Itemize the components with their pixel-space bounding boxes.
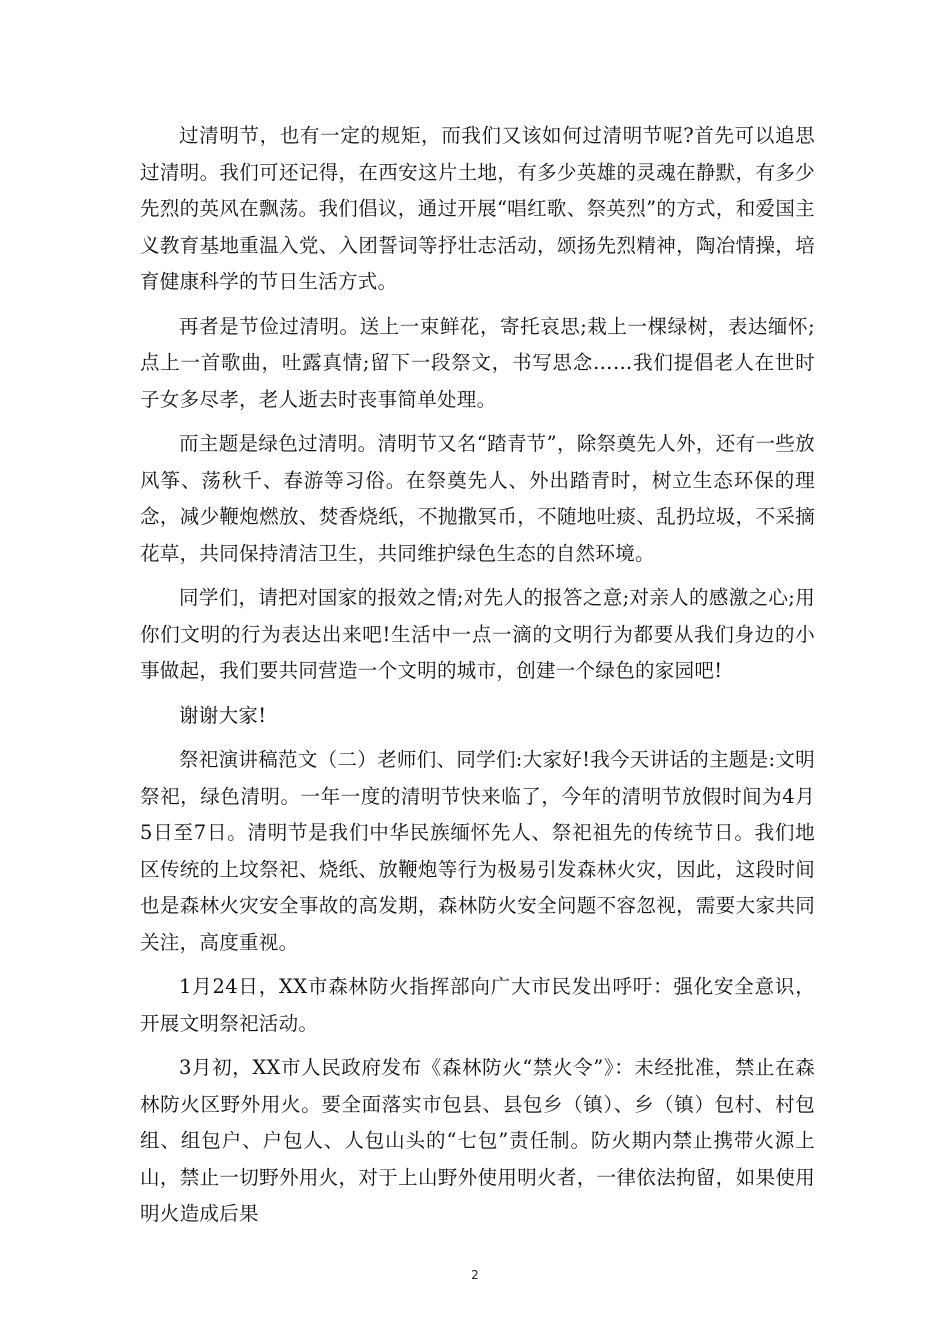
paragraph-fire-ban-order: 3月初，XX市人民政府发布《森林防火“禁火令”》：未经批准，禁止在森林防火区野外用火。要全面落实市包县、县包乡（镇）、乡（镇）包村、村包组、组包户、户包人、人包山头的“七包”责任制。防火期内禁止携带火源上山，禁止一切野外用火，对于上山野外使用明火者，一律依法拘留，如果使用明火造成后果: [140, 1056, 815, 1225]
paragraph-call-to-students: 同学们，请把对国家的报效之情;对先人的报答之意;对亲人的感激之心;用你们文明的行为表达出来吧!生活中一点一滴的文明行为都要从我们身边的小事做起，我们要共同营造一个文明的城市，创建一个绿色的家园吧!: [140, 586, 815, 682]
paragraph-thanks: 谢谢大家!: [179, 703, 267, 727]
paragraph-sample-speech-two: 祭祀演讲稿范文（二）老师们、同学们:大家好!我今天讲话的主题是:文明祭祀，绿色清明。一年一度的清明节快来临了，今年的清明节放假时间为4月5日至7日。清明节是我们中华民族缅怀先人、祭祀祖先的传统节日。我们地区传统的上坟祭祀、烧纸、放鞭炮等行为极易引发森林火灾，因此，这段时间也是森林火灾安全事故的高发期，森林防火安全问题不容忽视，需要大家共同关注，高度重视。: [140, 748, 815, 954]
paragraph-green-qingming: 而主题是绿色过清明。清明节又名“踏青节”，除祭奠先人外，还有一些放风筝、荡秋千、春游等习俗。在祭奠先人、外出踏青时，树立生态环保的理念，减少鞭炮燃放、焚香烧纸，不抛撒冥币，不随地吐痰、乱扔垃圾，不采摘花草，共同保持清洁卫生，共同维护绿色生态的自然环境。: [140, 432, 815, 565]
document-body: [140, 118, 815, 1241]
paragraph-frugal-qingming: 再者是节俭过清明。送上一束鲜花，寄托哀思;栽上一棵绿树，表达缅怀;点上一首歌曲，吐露真情;留下一段祭文，书写思念……我们提倡老人在世时子女多尽孝，老人逝去时丧事简单处理。: [140, 314, 815, 411]
paragraph-jan-24-appeal: 1月24日，XX市森林防火指挥部向广大市民发出呼吁：强化安全意识，开展文明祭祀活动。: [140, 975, 815, 1035]
page-number: 2: [471, 1268, 479, 1282]
paragraph-qingming-customs: 过清明节，也有一定的规矩，而我们又该如何过清明节呢?首先可以追思过清明。我们可还记得，在西安这片土地，有多少英雄的灵魂在静默，有多少先烈的英风在飘荡。我们倡议，通过开展“唱红歌、祭英烈”的方式，和爱国主义教育基地重温入党、入团誓词等抒壮志活动，颂扬先烈精神，陶冶情操，培育健康科学的节日生活方式。: [140, 124, 815, 293]
